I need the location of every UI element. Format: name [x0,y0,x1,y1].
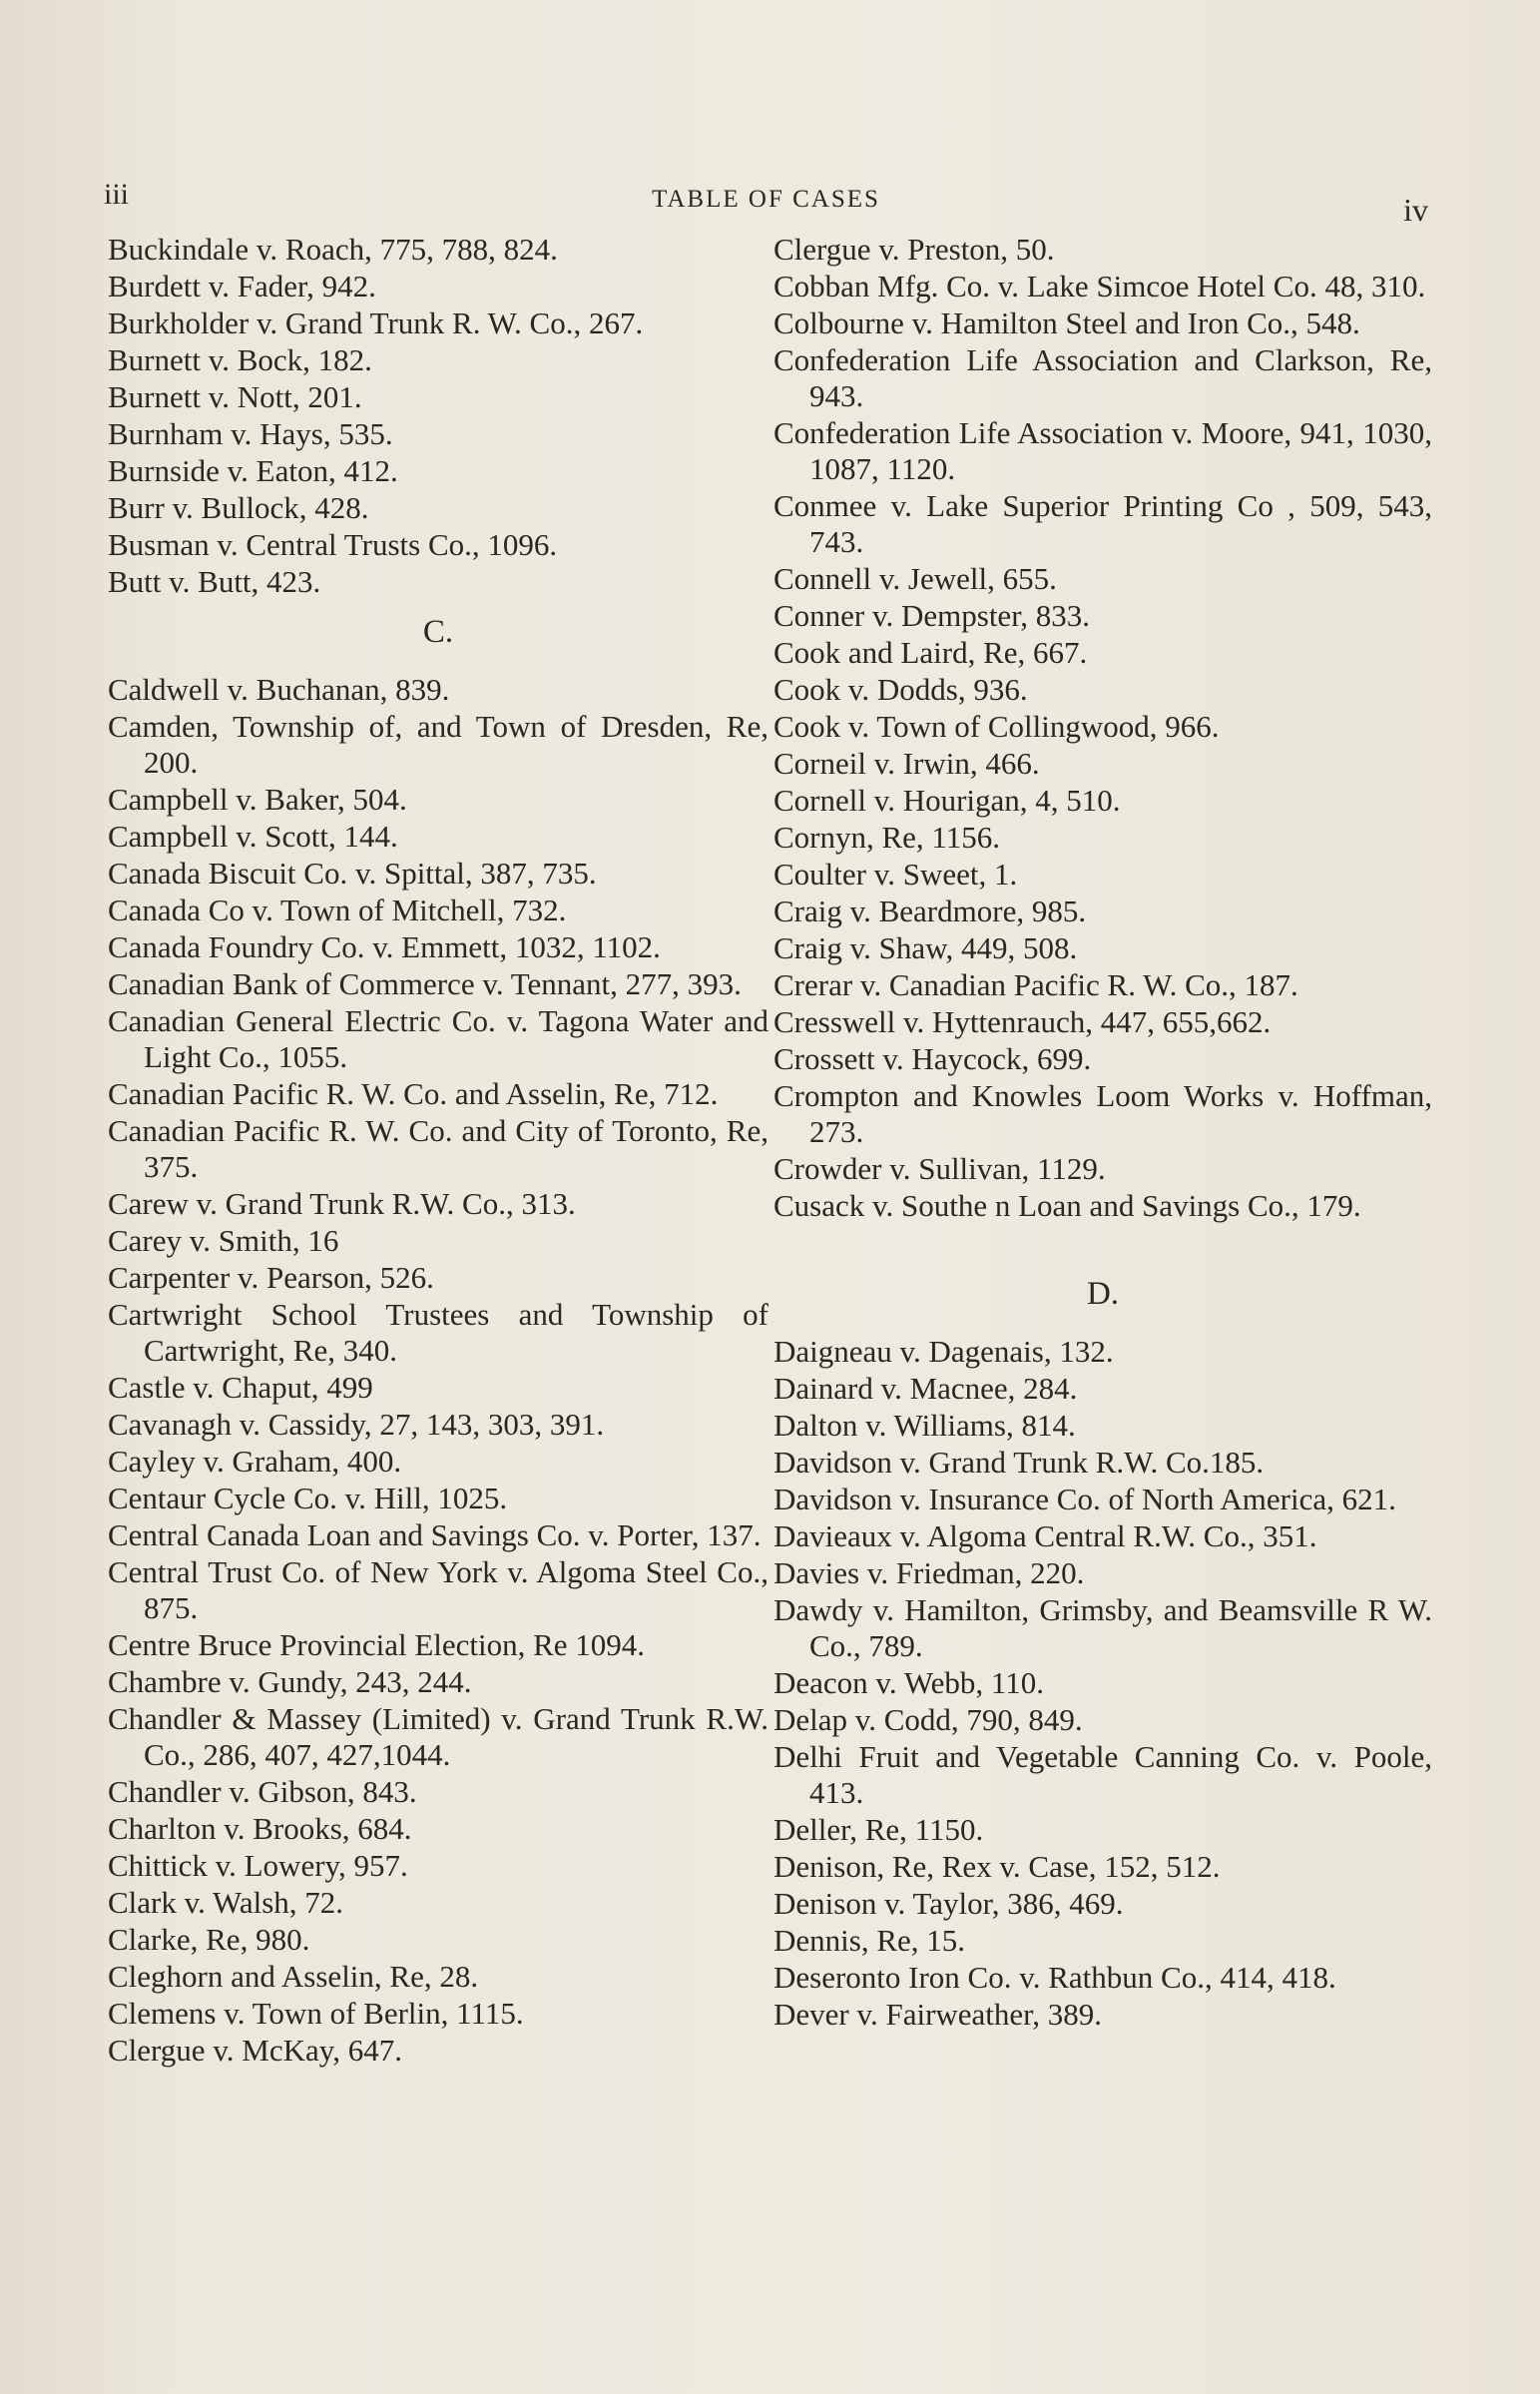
case-entry: Butt v. Butt, 423. [108,564,321,599]
case-entry: Dawdy v. Hamilton, Grimsby, and Beamsville R W. Co., 789. [773,1592,1432,1663]
case-entry: Craig v. Beardmore, 985. [773,894,1087,928]
case-entry: Deacon v. Webb, 110. [773,1665,1044,1700]
case-entry: Davieaux v. Algoma Central R.W. Co., 351. [773,1518,1317,1553]
case-entry: Canada Co v. Town of Mitchell, 732. [108,893,567,927]
case-entry: Dainard v. Macnee, 284. [773,1371,1078,1406]
case-entry: Chandler v. Gibson, 843. [108,1774,417,1809]
case-entry: Cook and Laird, Re, 667. [773,635,1088,670]
case-entry: Caldwell v. Buchanan, 839. [108,672,450,707]
case-entry: Colbourne v. Hamilton Steel and Iron Co., 548. [773,305,1360,340]
case-entry: Craig v. Shaw, 449, 508. [773,930,1078,965]
page-header [104,178,1428,228]
running-head: TABLE OF CASES [652,186,880,213]
case-entry: Centaur Cycle Co. v. Hill, 1025. [108,1481,508,1515]
case-entry: Clergue v. McKay, 647. [108,2033,403,2068]
case-entry: Clark v. Walsh, 72. [108,1885,344,1920]
case-entry: Coulter v. Sweet, 1. [773,857,1018,892]
case-entry: Burdett v. Fader, 942. [108,269,376,303]
case-entry: Buckindale v. Roach, 775, 788, 824. [108,232,558,267]
case-entry: Canadian Pacific R. W. Co. and City of Toronto, Re, 375. [108,1113,769,1184]
case-entry: Dever v. Fairweather, 389. [773,1997,1103,2032]
case-entry: Cobban Mfg. Co. v. Lake Simcoe Hotel Co. 48, 310. [773,269,1426,303]
case-entry: Camden, Township of, and Town of Dresden, Re, 200. [108,709,769,780]
case-entry: Corneil v. Irwin, 466. [773,746,1040,781]
case-entry: Central Trust Co. of New York v. Algoma Steel Co., 875. [108,1554,769,1625]
case-entry: Clergue v. Preston, 50. [773,232,1055,267]
case-entry: Castle v. Chaput, 499 [108,1370,373,1405]
case-entry: Canadian Bank of Commerce v. Tennant, 277, 393. [108,966,742,1001]
case-entry: Canadian Pacific R. W. Co. and Asselin, Re, 712. [108,1076,719,1111]
case-entry: Denison v. Taylor, 386, 469. [773,1886,1124,1921]
right-column [773,232,1432,2034]
case-entry: Dalton v. Williams, 814. [773,1408,1076,1443]
case-entry: Carey v. Smith, 16 [108,1223,339,1258]
case-entry: Davies v. Friedman, 220. [773,1555,1085,1590]
case-entry: Clarke, Re, 980. [108,1922,310,1957]
case-entry: Campbell v. Scott, 144. [108,819,398,854]
case-entry: Burr v. Bullock, 428. [108,490,369,525]
case-entry: Central Canada Loan and Savings Co. v. Porter, 137. [108,1517,762,1552]
page-number-left: iii [104,178,130,211]
case-entry: Cayley v. Graham, 400. [108,1444,402,1479]
case-entry: Delap v. Codd, 790, 849. [773,1702,1083,1737]
entries-c-list [108,672,769,2069]
left-column [108,232,769,2070]
case-entry: Chittick v. Lowery, 957. [108,1848,408,1883]
case-entry: Burnham v. Hays, 535. [108,416,393,451]
case-entry: Carpenter v. Pearson, 526. [108,1260,434,1295]
case-entry: Crossett v. Haycock, 699. [773,1041,1092,1076]
entries-c-continued-list [773,232,1432,1224]
case-entry: Crowder v. Sullivan, 1129. [773,1151,1106,1186]
case-entry: Cartwright School Trustees and Township of Cartwright, Re, 340. [108,1297,769,1368]
case-entry: Cavanagh v. Cassidy, 27, 143, 303, 391. [108,1407,605,1442]
case-entry: Canada Biscuit Co. v. Spittal, 387, 735. [108,856,597,891]
section-heading-c: C. [422,614,454,650]
case-entry: Dennis, Re, 15. [773,1923,966,1958]
case-entry: Confederation Life Association v. Moore, 941, 1030, 1087, 1120. [773,415,1432,486]
case-entry: Davidson v. Insurance Co. of North America, 621. [773,1482,1396,1516]
page-number-right: iv [1403,192,1428,228]
case-entry: Delhi Fruit and Vegetable Canning Co. v. Poole, 413. [773,1739,1432,1810]
case-entry: Clemens v. Town of Berlin, 1115. [108,1996,524,2031]
case-entry: Confederation Life Association and Clarkson, Re, 943. [773,342,1432,413]
case-entry: Chandler & Massey (Limited) v. Grand Trunk R.W. Co., 286, 407, 427,1044. [108,1701,769,1772]
case-entry: Cornell v. Hourigan, 4, 510. [773,783,1121,818]
case-entry: Busman v. Central Trusts Co., 1096. [108,527,558,562]
case-entry: Deller, Re, 1150. [773,1812,984,1847]
case-entry: Crompton and Knowles Loom Works v. Hoffman, 273. [773,1078,1432,1149]
case-entry: Burkholder v. Grand Trunk R. W. Co., 267. [108,305,644,340]
case-entry: Cook v. Town of Collingwood, 966. [773,709,1220,744]
case-entry: Conmee v. Lake Superior Printing Co , 509, 543, 743. [773,488,1432,559]
case-entry: Denison, Re, Rex v. Case, 152, 512. [773,1849,1221,1884]
case-entry: Cusack v. Southe n Loan and Savings Co., 179. [773,1188,1361,1223]
case-entry: Chambre v. Gundy, 243, 244. [108,1664,472,1699]
case-entry: Canadian General Electric Co. v. Tagona Water and Light Co., 1055. [108,1003,769,1074]
case-entry: Charlton v. Brooks, 684. [108,1811,412,1846]
case-entry: Burnside v. Eaton, 412. [108,453,398,488]
case-entry: Burnett v. Nott, 201. [108,379,362,414]
case-entry: Centre Bruce Provincial Election, Re 1094. [108,1627,646,1662]
case-entry: Connell v. Jewell, 655. [773,561,1057,596]
case-entry: Campbell v. Baker, 504. [108,782,407,817]
entries-b-list [108,232,769,600]
case-entry: Cornyn, Re, 1156. [773,820,1001,855]
case-entry: Cook v. Dodds, 936. [773,672,1028,707]
case-entry: Cresswell v. Hyttenrauch, 447, 655,662. [773,1004,1272,1039]
case-entry: Deseronto Iron Co. v. Rathbun Co., 414, 418. [773,1960,1336,1995]
case-entry: Canada Foundry Co. v. Emmett, 1032, 1102. [108,929,661,964]
case-entry: Burnett v. Bock, 182. [108,342,372,377]
case-entry: Crerar v. Canadian Pacific R. W. Co., 187. [773,967,1298,1002]
section-heading-d: D. [1086,1276,1120,1312]
case-entry: Davidson v. Grand Trunk R.W. Co.185. [773,1445,1265,1480]
case-entry: Cleghorn and Asselin, Re, 28. [108,1959,479,1994]
entries-d-list [773,1334,1432,2033]
case-entry: Conner v. Dempster, 833. [773,598,1091,633]
case-entry: Daigneau v. Dagenais, 132. [773,1334,1114,1369]
case-entry: Carew v. Grand Trunk R.W. Co., 313. [108,1186,576,1221]
